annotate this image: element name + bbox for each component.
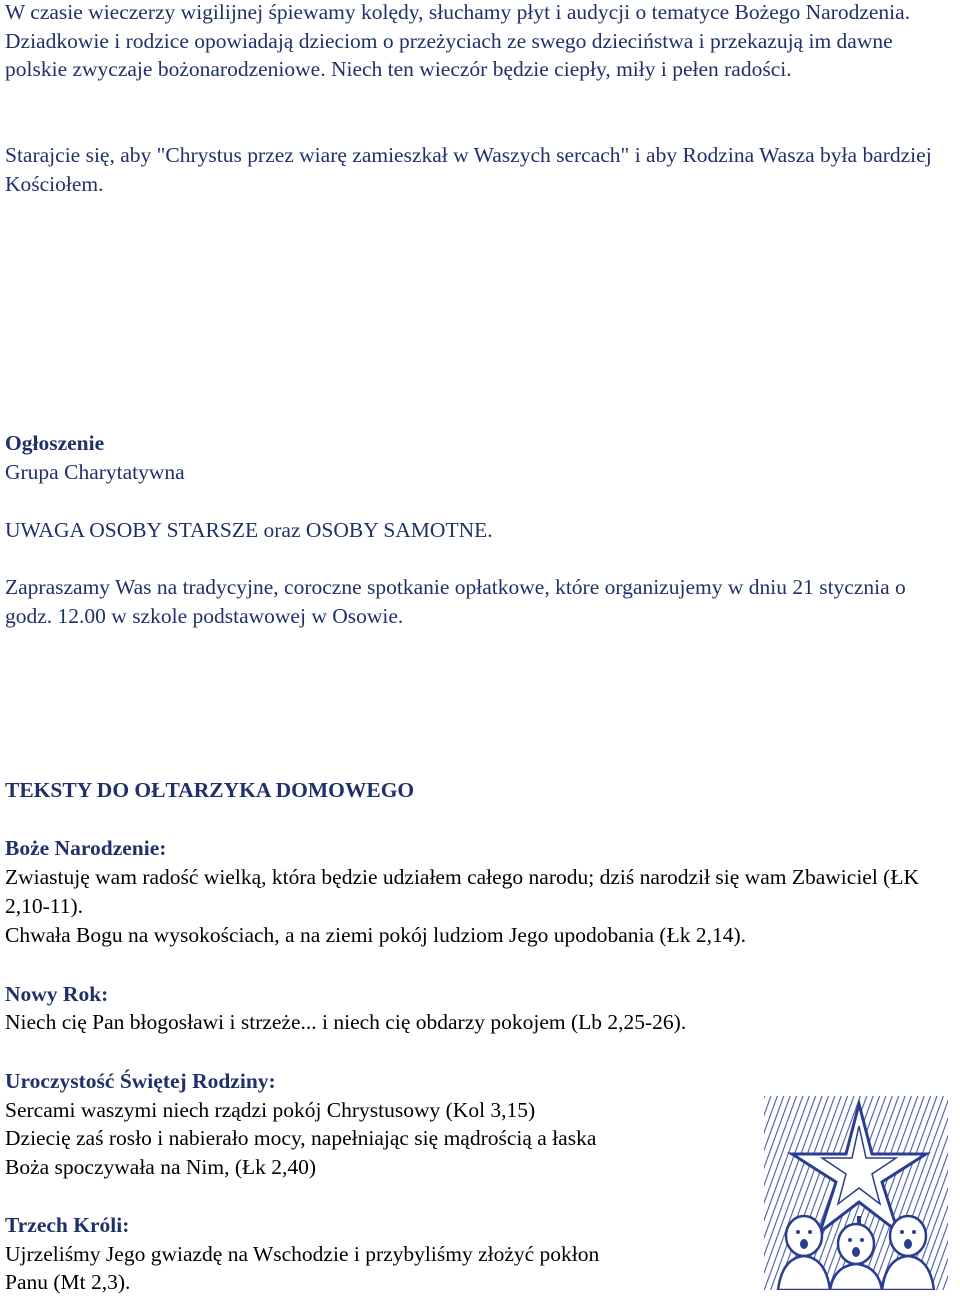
section-holy-family-line-1: Sercami waszymi niech rządzi pokój Chrystusowy (Kol 3,15) xyxy=(5,1098,536,1122)
announcement-group: Grupa Charytatywna xyxy=(5,460,185,484)
section-epiphany-heading: Trzech Króli: xyxy=(5,1213,130,1237)
section-epiphany-line-1: Ujrzeliśmy Jego gwiazdę na Wschodzie i przybyliśmy złożyć pokłon xyxy=(5,1242,600,1266)
section-epiphany-line-2: Panu (Mt 2,3). xyxy=(5,1270,131,1294)
section-new-year-line-1: Niech cię Pan błogosławi i strzeże... i niech cię obdarzy pokojem (Lb 2,25-26). xyxy=(5,1010,687,1034)
carolers-with-star-icon xyxy=(764,1096,948,1290)
intro-paragraph-1: W czasie wieczerzy wigilijnej śpiewamy kolędy, słuchamy płyt i audycji o tematyce Bożego Narodzenia. Dziadkowie i rodzice opowiadają dzieciom o przeżyciach ze swego dzieciństwa i przekazują im dawne polskie zwyczaje bożonarodzeniowe. Niech ten wieczór będzie ciepły, miły i pełen radości. xyxy=(5,0,911,82)
announcement-heading: Ogłoszenie xyxy=(5,431,105,455)
section-christmas-line-2: Chwała Bogu na wysokościach, a na ziemi pokój ludziom Jego upodobania (Łk 2,14). xyxy=(5,923,746,947)
section-christmas-line-1: Zwiastuję wam radość wielką, która będzie udziałem całego narodu; dziś narodził się wam Zbawiciel (ŁK 2,10-11). xyxy=(5,865,920,918)
section-new-year-heading: Nowy Rok: xyxy=(5,982,109,1006)
section-holy-family-line-2: Dziecię zaś rosło i nabierało mocy, napełniając się mądrością a łaska xyxy=(5,1126,597,1150)
intro-paragraph-2: Starajcie się, aby "Chrystus przez wiarę zamieszkał w Waszych sercach" i aby Rodzina Wasza była bardziej Kościołem. xyxy=(5,143,932,196)
section-holy-family-heading: Uroczystość Świętej Rodziny: xyxy=(5,1069,276,1093)
announcement-attention: UWAGA OSOBY STARSZE oraz OSOBY SAMOTNE. xyxy=(5,518,493,542)
announcement-invitation: Zapraszamy Was na tradycyjne, coroczne spotkanie opłatkowe, które organizujemy w dniu 21 stycznia o godz. 12.00 w szkole podstawowej w Osowie. xyxy=(5,575,906,628)
section-holy-family-line-3: Boża spoczywała na Nim, (Łk 2,40) xyxy=(5,1155,317,1179)
altar-texts-title: TEKSTY DO OŁTARZYKA DOMOWEGO xyxy=(5,778,415,802)
section-christmas-heading: Boże Narodzenie: xyxy=(5,836,167,860)
